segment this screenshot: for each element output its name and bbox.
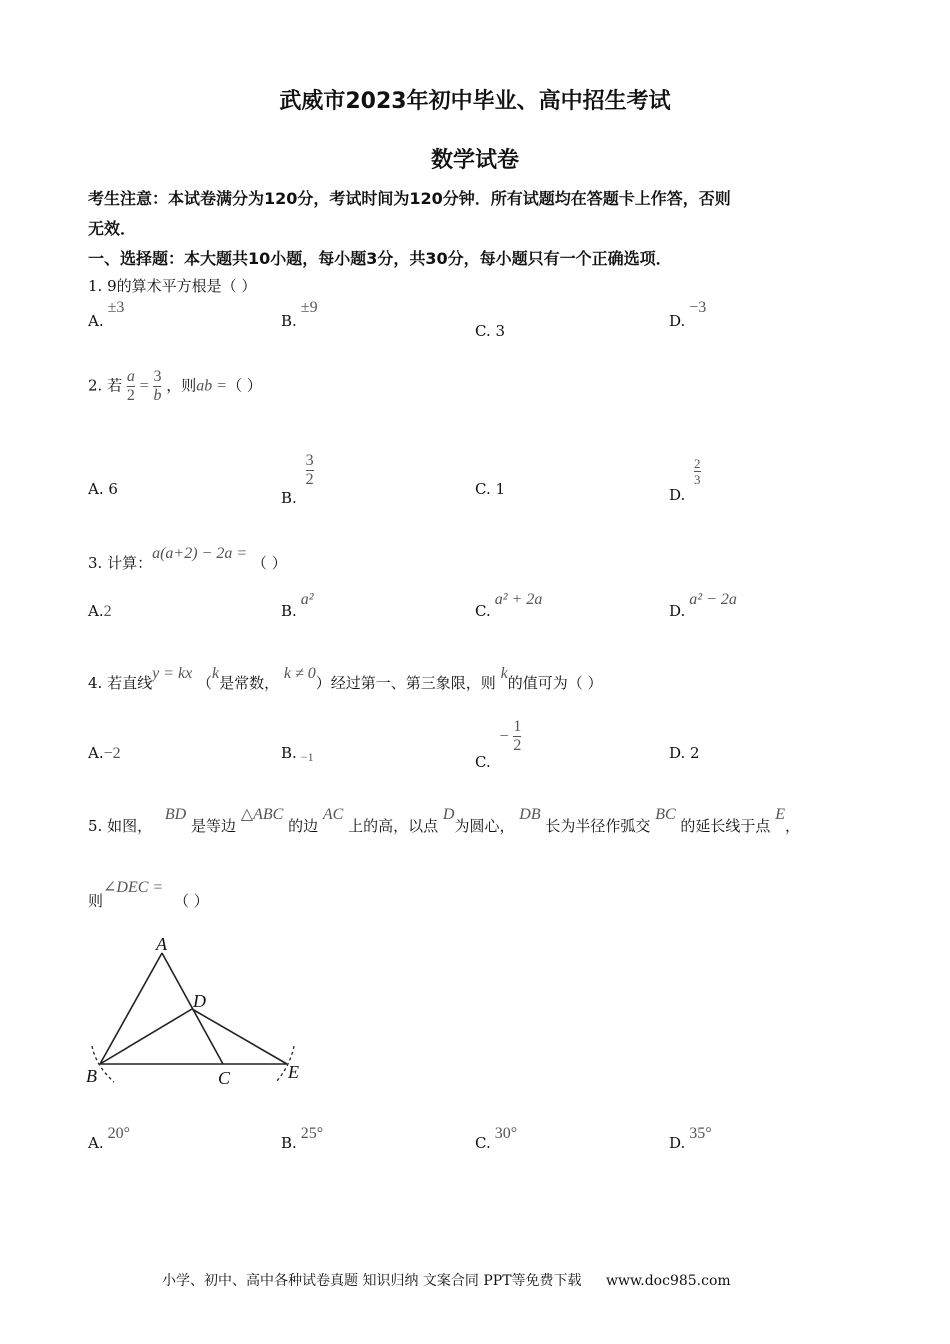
option-b: B. $_{-1}$	[281, 744, 314, 764]
label-a: A	[156, 934, 167, 954]
question-5-stem: 5. 如图， BD 是等边 △ABC 的边 AC 上的高，以点 D为圆心， DB 长为半径作弧交 BC 的延长线于点 E，	[88, 806, 801, 835]
option-d: D.a² − 2a	[669, 591, 737, 620]
fraction-3-over-b: $\frac{3}{b}$	[153, 368, 162, 404]
option-a: A.−2	[88, 744, 121, 762]
option-c: C.30°	[475, 1125, 518, 1152]
edge-ab	[100, 953, 162, 1064]
notice-line-2: 无效．	[88, 219, 137, 238]
label-e: E	[288, 1062, 299, 1082]
option-b: B. $\frac{3}{2}$	[281, 452, 314, 507]
edge-bd	[100, 1009, 192, 1064]
exam-subtitle: 数学试卷	[430, 148, 519, 173]
label-c: C	[218, 1068, 231, 1088]
label-b: B	[86, 1066, 97, 1086]
section-heading: 一、选择题：本大题共10小题，每小题3分，共30分，每小题只有一个正确选项．	[88, 249, 672, 268]
notice-line-1: 考生注意：本试卷满分为120分，考试时间为120分钟．所有试题均在答题卡上作答，否则	[88, 189, 731, 208]
question-2-stem: 2. 若 $\frac{a}{2}$ = $\frac{3}{b}$ ，则ab =（ ）	[88, 368, 262, 404]
option-a: A.2	[88, 602, 112, 620]
option-c: C. 3	[475, 322, 506, 340]
footer-link[interactable]: www.doc985.com	[605, 1273, 731, 1289]
option-c: C.a² + 2a	[475, 591, 543, 620]
edge-de	[192, 1009, 287, 1064]
option-c: C. − $\frac{1}{2}$	[475, 718, 522, 771]
exam-title: 武威市2023年初中毕业、高中招生考试	[279, 89, 671, 114]
option-c: C. 1	[475, 480, 506, 498]
question-3-stem: 3. 计算：a(a+2) − 2a = （ ）	[88, 545, 287, 572]
option-a: A.20°	[88, 1125, 131, 1152]
option-a: A.±3	[88, 299, 125, 330]
option-d: D.35°	[669, 1125, 712, 1152]
option-b: B.a²	[281, 591, 314, 620]
footer	[162, 1270, 731, 1290]
option-d: D.−3	[669, 299, 707, 330]
fraction-a-over-2: $\frac{a}{2}$	[126, 368, 135, 404]
label-d: D	[193, 991, 206, 1011]
option-b: B.25°	[281, 1125, 324, 1152]
option-a: A. 6	[88, 480, 118, 498]
footer-text: 小学、初中、高中各种试卷真题 知识归纳 文案合同 PPT等免费下载	[162, 1273, 582, 1289]
question-5-stem-line-2: 则∠DEC = （ ）	[88, 879, 209, 910]
triangle-figure	[80, 930, 320, 1095]
option-b: B.±9	[281, 299, 318, 330]
question-4-stem: 4. 若直线y = kx （k是常数， k ≠ 0）经过第一、第三象限，则 k的值可为（ ）	[88, 665, 603, 692]
question-1-stem: 1. 9的算术平方根是（ ）	[88, 277, 257, 295]
option-d: D. $\frac{2}{3}$	[669, 456, 701, 504]
option-d: D. 2	[669, 744, 700, 762]
